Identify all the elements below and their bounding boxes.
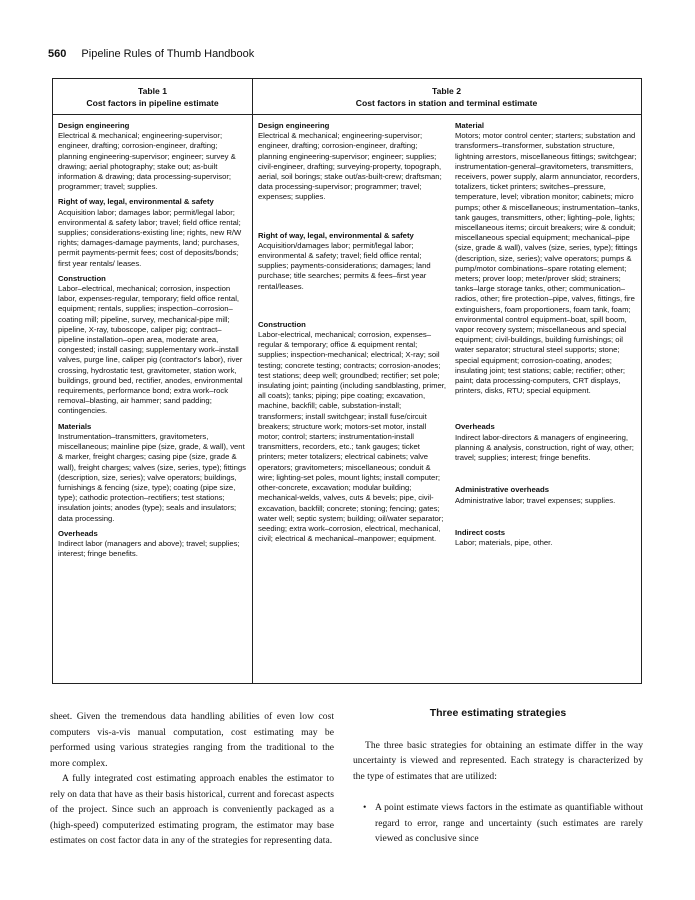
table-2-right-column [455,121,641,677]
bullet-text: A point estimate views factors in the estimate as quantifiable without regard to error, range and uncertainty (such estimates are rarely viewed as conclusive since [375,802,643,844]
table-2-section [258,320,448,544]
section-heading: Design engineering [58,121,130,130]
section-heading: Administrative overheads [455,485,549,495]
table-2-section [455,528,641,548]
running-title: Pipeline Rules of Thumb Handbook [81,48,255,60]
table-1-section [58,422,246,524]
section-title: Three estimating strategies [429,707,567,719]
table-2-section [258,231,448,292]
table-2-section [258,121,448,203]
table-2-left-column [258,121,448,677]
section-heading: Materials [58,421,92,431]
table-1-section [58,529,246,560]
tables-frame [52,78,642,684]
section-heading: Construction [258,319,306,329]
table-1 [53,79,253,683]
section-text: Labor; materials, pipe, other. [455,537,553,547]
section-heading: Design engineering [258,121,330,130]
section-text: Administrative labor; travel expenses; supplies. [455,495,616,505]
page-header [48,48,254,60]
section-heading: Right of way, legal, environmental & safety [58,197,214,207]
section-text: Instrumentation–transmitters, gravitometers, miscellaneous; mainline pipe (size, grade, & wall), vent & marker, freight charges; casing pipe (size, grade & wall), freight charges; valves (size, series, type); fittings (description, size, series); valve operators; buildings, furnishings & fencing (size, type); coating (pipe size, type); cathodic protection–rectifiers; test stations; insulation joints; anodes (type); seals and insulators; data processing. [58,431,246,523]
body-paragraph: sheet. Given the tremendous data handling abilities of even low cost computers vis-a-vis manual computation, cost estimating may be performed using various strategies ranging from the traditional to the more complex. [50,711,334,769]
table-1-section [58,197,246,268]
bullet-item [353,800,643,847]
table-2-section [455,121,641,396]
section-heading: Right of way, legal, environmental & safety [258,230,414,240]
section-heading: Overheads [58,528,98,538]
section-text: Electrical & mechanical; engineering-supervisor; engineer, drafting; corrosion-engineer, drafting; planning engineering-supervisor; engineer; supplies; civil-engineer, drafting; surveying-property, topograph, aerial, soil borings; stake out/as-built-crew; draftsman; data processing-supervisor; programmer; travel; expenses; supplies. [258,131,442,202]
body-paragraph: A fully integrated cost estimating approach enables the estimator to rely on data that have as their basis historical, current and forecast aspects of the project. Since such an approach is conveniently packaged as a (high-speed) computerized estimating program, the estimator may base estimates on cost factor data in any of the strategies for representing data. [50,773,334,846]
table-2 [252,79,641,683]
section-text: Electrical & mechanical; engineering-supervisor; engineer, drafting; corrosion-engineer, drafting; planning engineering-supervisor; engineer; survey & drawing; aerial photography; stake out; as-built information & drawing; data processing-supervisor; programmer; travel; supplies. [58,131,236,192]
table-1-section [58,274,246,417]
table-1-label: Table 1 [138,86,167,96]
table-1-column [58,121,246,677]
body-paragraph: The three basic strategies for obtaining an estimate differ in the way uncertainty is viewed and represented. Each strategy is characterized by the type of estimates that are utilized: [353,739,643,782]
table-2-section [455,485,641,505]
section-text: Motors; motor control center; starters; substation and transformers–transformer, substation structure, lightning arrestors, miscellaneous fittings; switchgear; instrumentation-general–gravitometers, transmitters, receivers, power supply, alarm annunciator, recorders, totalizers, ticket printers; switches–pressure, temperature, level; vibration monitor; cabinets; micro pumps; other & miscellaneous; instrumentation–tanks, tank gauges, transmitters, other; lighting–pole, lights; miscellaneous items; circuit breakers; wire & conduit; miscellaneous special equipment; mechanical–pipe (size, grade & wall), valves (size, series, type); fittings (description, size, series); valve operators; pumps & pump/motor combinations–spare rotating element; meters; prover loop; meter/prover skid; strainers; tanks–large storage tanks, other; communication–radios, other; fire protection–pipe, valves, fittings, fire extinguishers, foam proportioners, foam tank, foam; environmental control equipment–boat, spill boom, vapor recovery system; miscellaneous and special equipment; civil-buildings, building furnishings; oil water separator; structural steel supports; stone; special equipment; corrosion-coating, anodes; insulating joint; test stations; cable; rectifier; other; paint; data processing-computers, CRT displays, printers, disks, RTU; special equipment. [455,131,640,396]
body-left-column [50,709,334,849]
section-text: Labor-electrical, mechanical; corrosion, expenses–regular & temporary; office & equipment rental; supplies; inspection-mechanical; electrical; X-ray; soil testing; concrete testing; contracts; corrosion-anodes; test stations; deep well; groundbed; rectifier; set pole; insulating joint; painting (including sandblasting, primer, all coats); tanks; piping; pipe coating; excavation, machine, backfill; cable, substation-install; transformers; install switchgear; install fuse/circuit breakers; structure work; motors-set motor, install motor; control; starters; instrumentation-install transmitters, recorders, etc.; tank gauges; ticket printers; meter totalizers; electrical cabinets; valve operators; gravitometers; miscellaneous; conduit & wire; lighting-set poles, mount lights; install computer; other-concrete, excavation; modular building; mechanical-welds, valves, cuts & bevels; pipe, civil-excavation, backfill; concrete; stoning; fencing; gates; water well; septic system; building; oil/water separator; seeding; extra work–corrosion, electrical, mechanical, civil; electrical & mechanical–manpower; equipment. [258,330,447,544]
section-text: Acquisition/damages labor; permit/legal labor; environmental & safety; travel; field office rental; supplies; payments-considerations; damages; land purchase; title searches; permits & fees–first year rental/leases. [258,240,431,291]
table-2-section [455,422,641,463]
table-2-label: Table 2 [432,86,461,96]
section-text: Indirect labor (managers and above); travel; supplies; interest; fringe benefits. [58,538,240,559]
table-1-section [58,121,246,192]
section-text: Indirect labor-directors & managers of engineering, planning & analysis, construction, right of way, other; travel; supplies; interest; fringe benefits. [455,432,634,463]
body-right-column [353,706,643,847]
table-2-caption [252,79,641,115]
table-2-title: Cost factors in station and terminal estimate [355,98,538,108]
section-heading: Indirect costs [455,527,505,537]
section-heading: Overheads [455,422,495,432]
section-heading: Material [455,121,485,130]
section-heading: Construction [58,273,106,283]
bullet-icon: • [363,802,367,813]
table-1-caption [53,79,252,115]
section-text: Acquisition labor; damages labor; permit/legal labor; environmental & safety labor; travel; field office rental; supplies; considerations-existing line; rights, new R/W rights; damages-damage payments, land; purchases, permit payments-permit fees; cost of deposits/bonds; first year rentals/ leases. [58,207,242,268]
page-number: 560 [48,48,67,60]
table-1-title: Cost factors in pipeline estimate [86,98,219,108]
section-text: Labor–electrical, mechanical; corrosion, inspection labor, expenses-regular, temporary; field office rental, equipment; rentals, supplies; inspection–corrosion–coating mill; pipeline, survey, mechanical-pipe mill; pipeline, X-ray, tuboscope, caliper pig; contract–pipeline installation–open area, moderate area, congested; install casing; supplementary work–install valves, purge line, caliper pig (contractor's labor), river crossing, hydrostatic test, gravitometer, station work, buildings, ground bed, rectifier, anodes, environmental requirements, performance bond; extra work–rock removal–blasting, air hammer; sand padding; contingencies. [58,284,243,416]
